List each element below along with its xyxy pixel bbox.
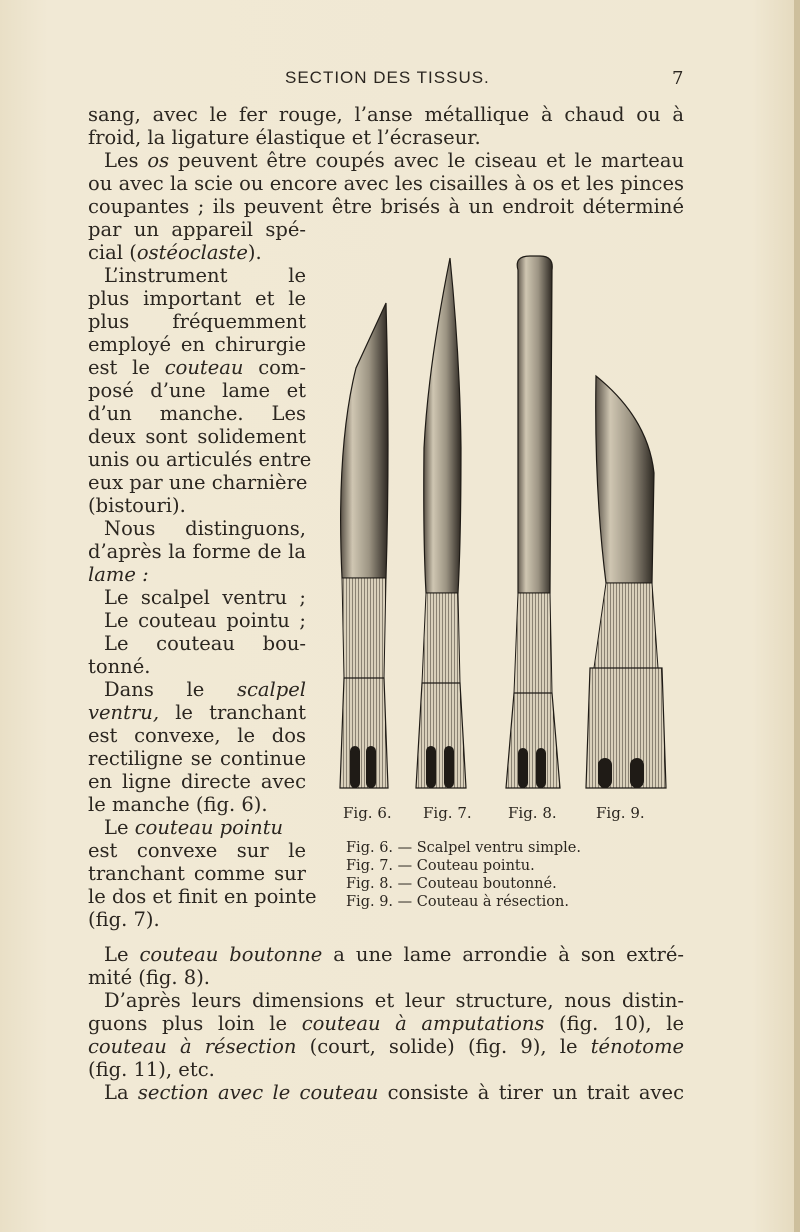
text-line: plus fréquemment <box>88 310 306 333</box>
text-line: Dans le scalpel <box>104 678 306 701</box>
text-line: froid, la ligature élastique et l’écraseur. <box>88 126 481 149</box>
text-line: Nous distinguons, <box>104 517 306 540</box>
running-head: SECTION DES TISSUS. <box>285 68 490 87</box>
fig-label: Fig. 8. <box>508 804 557 822</box>
list-item: Le couteau pointu ; <box>104 609 306 632</box>
fig-label: Fig. 6. <box>343 804 392 822</box>
text-line: L’instrument le <box>104 264 306 287</box>
text-line: (fig. 7). <box>88 908 160 931</box>
text-line: le manche (fig. 6). <box>88 793 268 816</box>
text-line: Le couteau pointu <box>104 816 284 839</box>
page-number: 7 <box>672 68 684 89</box>
fig-label: Fig. 9. <box>596 804 645 822</box>
text-line: ou avec la scie ou encore avec les cisailles à os et les pinces <box>88 172 684 195</box>
text-line: est convexe, le dos <box>88 724 306 747</box>
text-line: employé en chirurgie <box>88 333 306 356</box>
couteau-resection-drawing <box>586 376 666 788</box>
text-line: D’après leurs dimensions et leur structure, nous distin- <box>104 989 684 1012</box>
text-line: posé d’une lame et <box>88 379 306 402</box>
text-line: Le couteau boutonne a une lame arrondie à son extré- <box>104 943 684 966</box>
text-line: est convexe sur le <box>88 839 306 862</box>
text-line: couteau à résection (court, solide) (fig. 9), le ténotome <box>88 1035 684 1058</box>
list-item: Le couteau bou- <box>104 632 306 655</box>
text-line: cial (ostéoclaste). <box>88 241 262 264</box>
text-line: (bistouri). <box>88 494 186 517</box>
knives-illustration <box>328 248 680 793</box>
text-line: par un appareil spé- <box>88 218 306 241</box>
figure-caption: Fig. 6. — Scalpel ventru simple. <box>346 840 581 856</box>
text-line: (fig. 11), etc. <box>88 1058 215 1081</box>
figure-caption: Fig. 9. — Couteau à résection. <box>346 894 569 910</box>
text-line: ventru, le tranchant <box>88 701 306 724</box>
text-line: Les os peuvent être coupés avec le ciseau et le marteau <box>104 149 684 172</box>
text-line: guons plus loin le couteau à amputations (fig. 10), le <box>88 1012 684 1035</box>
text-line: unis ou articulés entre <box>88 448 312 471</box>
text-line: en ligne directe avec <box>88 770 306 793</box>
text-line: La section avec le couteau consiste à tirer un trait avec <box>104 1081 684 1104</box>
text-line: plus important et le <box>88 287 306 310</box>
list-item: tonné. <box>88 655 151 678</box>
text-line: tranchant comme sur <box>88 862 306 885</box>
text-line: rectiligne se continue <box>88 747 306 770</box>
text-line: lame : <box>88 563 149 586</box>
list-item: Le scalpel ventru ; <box>104 586 306 609</box>
page-edge <box>794 0 800 1232</box>
text-line: est le couteau com- <box>88 356 306 379</box>
fig-label: Fig. 7. <box>423 804 472 822</box>
text-line: coupantes ; ils peuvent être brisés à un endroit déterminé <box>88 195 684 218</box>
text-line: mité (fig. 8). <box>88 966 211 989</box>
couteau-boutonne-drawing <box>506 256 560 788</box>
text-line: deux sont solidement <box>88 425 306 448</box>
couteau-pointu-drawing <box>416 258 466 788</box>
figure-caption: Fig. 8. — Couteau boutonné. <box>346 876 557 892</box>
text-line: sang, avec le fer rouge, l’anse métallique à chaud ou à <box>88 103 684 126</box>
text-line: d’après la forme de la <box>88 540 306 563</box>
figure-caption: Fig. 7. — Couteau pointu. <box>346 858 535 874</box>
text-line: le dos et finit en pointe <box>88 885 317 908</box>
scalpel-ventru-drawing <box>340 303 388 788</box>
text-line: eux par une charnière <box>88 471 308 494</box>
text-line: d’un manche. Les <box>88 402 306 425</box>
